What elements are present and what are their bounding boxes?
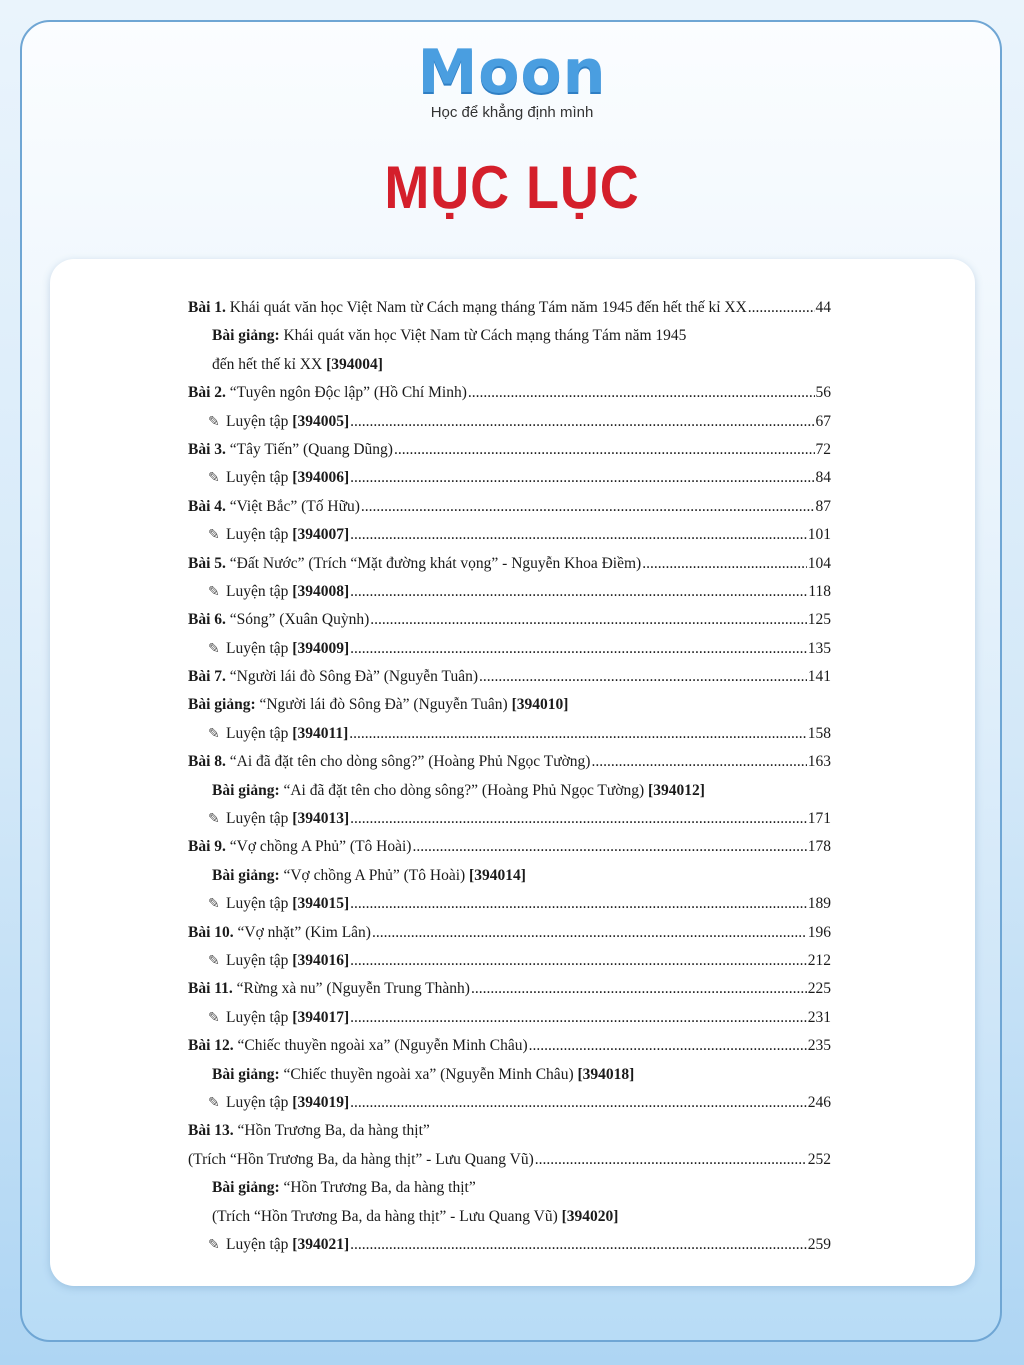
toc-entry[interactable] [188, 1174, 831, 1202]
toc-entry-label [208, 1089, 349, 1118]
toc-entry-label [208, 1231, 349, 1260]
toc-entry-code: [394016] [292, 951, 350, 969]
toc-entry-label [208, 635, 349, 664]
dot-leader [591, 748, 806, 776]
toc-entry-number: Bài 6. [188, 611, 226, 629]
dot-leader [529, 1032, 807, 1060]
toc-entry-label [208, 578, 349, 607]
toc-entry[interactable] [188, 1117, 831, 1145]
toc-entry-title: Luyện tập [226, 895, 293, 913]
toc-entry-title: “Hồn Trương Ba, da hàng thịt” [233, 1122, 430, 1140]
toc-entry-number: Bài giảng: [212, 1065, 280, 1083]
toc-entry[interactable] [188, 691, 831, 719]
toc-entry[interactable] [188, 408, 831, 436]
toc-entry-label [212, 1174, 476, 1202]
toc-entry[interactable] [188, 294, 831, 322]
toc-entry-title: Luyện tập [226, 639, 293, 657]
toc-entry[interactable] [188, 635, 831, 663]
toc-entry-label [212, 351, 383, 379]
pen-icon: ✎ [208, 1010, 220, 1026]
dot-leader [370, 606, 806, 634]
toc-entry-label [212, 1203, 618, 1231]
toc-entry-title: “Vợ chồng A Phủ” (Tô Hoài) [279, 866, 470, 884]
toc-entry-title: “Người lái đò Sông Đà” (Nguyễn Tuân) [255, 696, 512, 714]
toc-entry-title: Luyện tập [226, 526, 293, 544]
toc-entry-number: Bài 4. [188, 497, 226, 515]
toc-entry-label [212, 1061, 634, 1089]
toc-entry-label [208, 1004, 349, 1033]
pen-icon: ✎ [208, 812, 220, 828]
page-title: MỤC LỤC [384, 154, 640, 221]
toc-entry-number: Bài 3. [188, 440, 226, 458]
toc-entry-title: “Ai đã đặt tên cho dòng sông?” (Hoàng Phủ Ngọc Tường) [279, 781, 649, 799]
toc-entry-page: 235 [807, 1037, 831, 1055]
dot-leader [350, 635, 807, 663]
toc-entry-number: Bài 10. [188, 923, 234, 941]
toc-entry-label [208, 521, 349, 550]
toc-entry-title: “Ai đã đặt tên cho dòng sông?” (Hoàng Phủ Ngọc Tường) [225, 753, 591, 771]
toc-entry[interactable] [188, 1032, 831, 1060]
toc-entry-label [208, 890, 349, 919]
pen-icon: ✎ [208, 726, 220, 742]
toc-entry[interactable] [188, 606, 831, 634]
dot-leader [350, 890, 807, 918]
toc-entry-label [208, 408, 349, 437]
toc-entry-label [208, 805, 349, 834]
dot-leader [350, 1231, 807, 1259]
toc-entry-code: [394019] [292, 1093, 350, 1111]
toc-entry-page: 72 [815, 440, 831, 458]
toc-entry[interactable] [188, 550, 831, 578]
pen-icon: ✎ [208, 897, 220, 913]
pen-icon: ✎ [208, 584, 220, 600]
brand-logo [0, 37, 1024, 121]
toc-entry-title: Luyện tập [226, 1008, 293, 1026]
toc-entry[interactable] [188, 1004, 831, 1032]
toc-entry-number: Bài giảng: [188, 696, 256, 714]
dot-leader [350, 1004, 807, 1032]
toc-entry-title: “Người lái đò Sông Đà” (Nguyễn Tuân) [225, 668, 478, 686]
toc-entry-page: 125 [807, 611, 831, 629]
toc-entry-code: [394011] [292, 724, 349, 742]
toc-entry-number: Bài 11. [188, 980, 233, 998]
toc-entry-title: Luyện tập [226, 412, 293, 430]
toc-entry-label [188, 748, 590, 776]
toc-entry-title: “Sóng” (Xuân Quỳnh) [225, 611, 370, 629]
toc-entry[interactable] [188, 1203, 831, 1231]
dot-leader [350, 947, 807, 975]
toc-entry-title: Luyện tập [226, 469, 293, 487]
toc-entry-title: Luyện tập [226, 582, 293, 600]
pen-icon: ✎ [208, 953, 220, 969]
toc-entry-page: 101 [807, 526, 831, 544]
toc-entry-number: Bài giảng: [212, 781, 280, 799]
dot-leader [468, 379, 815, 407]
toc-entry[interactable] [188, 322, 831, 350]
toc-entry-title: Luyện tập [226, 1235, 293, 1253]
toc-entry-number: Bài giảng: [212, 1179, 280, 1197]
toc-entry-title: Luyện tập [226, 724, 293, 742]
toc-entry-number: Bài 2. [188, 384, 226, 402]
toc-entry-label [188, 919, 371, 947]
toc-entry-page: 212 [807, 951, 831, 969]
toc-entry[interactable] [188, 720, 831, 748]
toc-entry-code: [394014] [469, 866, 526, 884]
toc-entry-title: “Chiếc thuyền ngoài xa” (Nguyễn Minh Châu) [279, 1065, 578, 1083]
toc-entry[interactable] [188, 805, 831, 833]
toc-entry-code: [394020] [561, 1207, 619, 1225]
toc-entry-label [208, 464, 349, 493]
toc-entry-page: 171 [807, 810, 831, 828]
toc-entry-code: [394012] [648, 781, 705, 799]
toc-entry[interactable] [188, 890, 831, 918]
toc-entry-title: (Trích “Hồn Trương Ba, da hàng thịt” - Lưu Quang Vũ) [212, 1207, 562, 1225]
toc-entry-page: 44 [815, 299, 831, 316]
toc-entry[interactable] [188, 919, 831, 947]
toc-entry-label [188, 1032, 528, 1060]
toc-entry-label [188, 833, 411, 861]
toc-entry-number: Bài 8. [188, 753, 226, 771]
toc-entry-number: Bài 12. [188, 1037, 234, 1055]
toc-entry-label [188, 379, 467, 407]
toc-entry-title: “Rừng xà nu” (Nguyễn Trung Thành) [232, 980, 470, 998]
toc-entry-page: 104 [807, 554, 831, 572]
toc-entry-code: [394008] [292, 582, 350, 600]
toc-entry[interactable] [188, 493, 831, 521]
toc-entry-title: “Tuyên ngôn Độc lập” (Hồ Chí Minh) [225, 384, 467, 402]
dot-leader [350, 464, 814, 492]
toc-entry-title: Luyện tập [226, 951, 293, 969]
toc-entry-label [208, 947, 349, 976]
toc-entry-page: 225 [807, 980, 831, 998]
pen-icon: ✎ [208, 1095, 220, 1111]
toc-entry-code: [394010] [511, 696, 569, 714]
toc-entry-page: 118 [808, 582, 831, 600]
toc-entry-title: “Việt Bắc” (Tố Hữu) [225, 497, 360, 515]
dot-leader [372, 919, 807, 947]
toc-entry-page: 158 [807, 724, 831, 742]
toc-entry-title: Khái quát văn học Việt Nam từ Cách mạng tháng Tám năm 1945 đến hết thế kỉ XX [225, 299, 747, 316]
toc-entry-page: 87 [815, 497, 831, 515]
toc-entry-page: 67 [815, 412, 831, 430]
toc-entry-title: Luyện tập [226, 810, 293, 828]
toc-entry-label [188, 550, 641, 578]
toc-entry[interactable] [188, 777, 831, 805]
toc-entry-code: [394004] [326, 355, 383, 373]
toc-entry[interactable] [188, 1061, 831, 1089]
toc-entry-page: 252 [807, 1150, 831, 1168]
toc-entry-page: 84 [815, 469, 831, 487]
toc-entry-title: “Vợ nhặt” (Kim Lân) [233, 923, 371, 941]
toc-entry[interactable] [188, 663, 831, 691]
toc-entry-label [188, 294, 747, 322]
toc-entry-label [188, 1117, 430, 1145]
pen-icon: ✎ [208, 641, 220, 657]
toc-entry-label [188, 975, 470, 1003]
toc-entry-label [212, 322, 686, 350]
toc-entry-code: [394005] [292, 412, 350, 430]
pen-icon: ✎ [208, 471, 220, 487]
toc-entry[interactable] [188, 1089, 831, 1117]
toc-entry-page: 135 [807, 639, 831, 657]
dot-leader [350, 521, 807, 549]
toc-entry-title: “Đất Nước” (Trích “Mặt đường khát vọng” - Nguyễn Khoa Điềm) [225, 554, 642, 572]
toc-entry-number: Bài giảng: [212, 866, 280, 884]
toc-entry-code: [394009] [292, 639, 350, 657]
toc-entry-page: 231 [807, 1008, 831, 1026]
dot-leader [349, 720, 806, 748]
toc-entry-code: [394018] [577, 1065, 635, 1083]
dot-leader [412, 833, 806, 861]
dot-leader [350, 805, 807, 833]
toc-entry-number: Bài 13. [188, 1122, 234, 1140]
toc-entry-code: [394013] [292, 810, 350, 828]
pen-icon: ✎ [208, 414, 220, 430]
logo-wordmark: Moon [417, 37, 607, 107]
dot-leader [535, 1146, 807, 1174]
dot-leader [350, 408, 814, 436]
toc-entry-code: [394007] [292, 526, 350, 544]
toc-entry-title: “Vợ chồng A Phủ” (Tô Hoài) [225, 838, 412, 856]
toc-entry-label [188, 493, 360, 521]
pen-icon: ✎ [208, 1237, 220, 1253]
toc-entry-title: “Hồn Trương Ba, da hàng thịt” [279, 1179, 476, 1197]
toc-entry-number: Bài 1. [188, 299, 226, 316]
toc-entry-page: 163 [807, 753, 831, 771]
toc-entry-code: [394021] [292, 1235, 350, 1253]
toc-entry[interactable] [188, 578, 831, 606]
toc-entry-page: 196 [807, 923, 831, 941]
dot-leader [479, 663, 807, 691]
toc-entry-title: Luyện tập [226, 1093, 293, 1111]
toc-entry-title: “Chiếc thuyền ngoài xa” (Nguyễn Minh Châu) [233, 1037, 528, 1055]
toc-entry-page: 141 [807, 668, 831, 686]
toc-entry-label [188, 663, 478, 691]
dot-leader [394, 436, 815, 464]
toc-entry[interactable] [188, 1231, 831, 1259]
pen-icon: ✎ [208, 528, 220, 544]
toc-entry-label [212, 777, 705, 805]
toc-entry-page: 246 [807, 1093, 831, 1111]
dot-leader [350, 1089, 807, 1117]
toc-entry-title: (Trích “Hồn Trương Ba, da hàng thịt” - Lưu Quang Vũ) [188, 1150, 534, 1168]
dot-leader [748, 294, 815, 322]
logo-tagline: Học để khẳng định mình [430, 104, 594, 121]
toc-entry-page: 178 [807, 838, 831, 856]
toc-entry-label [188, 606, 369, 634]
dot-leader [350, 578, 807, 606]
toc-entry[interactable] [188, 975, 831, 1003]
toc-entry[interactable] [188, 833, 831, 861]
toc-entry-page: 56 [815, 384, 831, 402]
toc-entry-label [188, 1146, 534, 1174]
toc-entry-number: Bài 7. [188, 668, 226, 686]
toc-entry-page: 189 [807, 895, 831, 913]
toc-entry-code: [394015] [292, 895, 350, 913]
toc-entry[interactable] [188, 351, 831, 379]
toc-entry-number: Bài giảng: [212, 327, 280, 345]
toc-entry-label [212, 862, 526, 890]
toc-entry[interactable] [188, 379, 831, 407]
toc-entry-title: Khái quát văn học Việt Nam từ Cách mạng tháng Tám năm 1945 [279, 327, 687, 345]
dot-leader [471, 975, 807, 1003]
toc-entry[interactable] [188, 947, 831, 975]
toc-entry-title: “Tây Tiến” (Quang Dũng) [225, 440, 393, 458]
toc-entry-label [188, 436, 393, 464]
toc-entry[interactable] [188, 436, 831, 464]
dot-leader [642, 550, 807, 578]
dot-leader [361, 493, 815, 521]
toc-entry-page: 259 [807, 1235, 831, 1253]
toc-entry-label [188, 691, 568, 719]
toc-entry-number: Bài 5. [188, 554, 226, 572]
toc-entry[interactable] [188, 748, 831, 776]
table-of-contents [188, 294, 831, 1259]
toc-entry-code: [394006] [292, 469, 350, 487]
toc-entry[interactable] [188, 464, 831, 492]
toc-entry-code: [394017] [292, 1008, 350, 1026]
toc-entry-label [208, 720, 348, 749]
toc-entry-title: đến hết thế kỉ XX [212, 355, 327, 373]
toc-entry[interactable] [188, 1146, 831, 1174]
toc-entry-number: Bài 9. [188, 838, 226, 856]
toc-entry[interactable] [188, 521, 831, 549]
toc-entry[interactable] [188, 862, 831, 890]
